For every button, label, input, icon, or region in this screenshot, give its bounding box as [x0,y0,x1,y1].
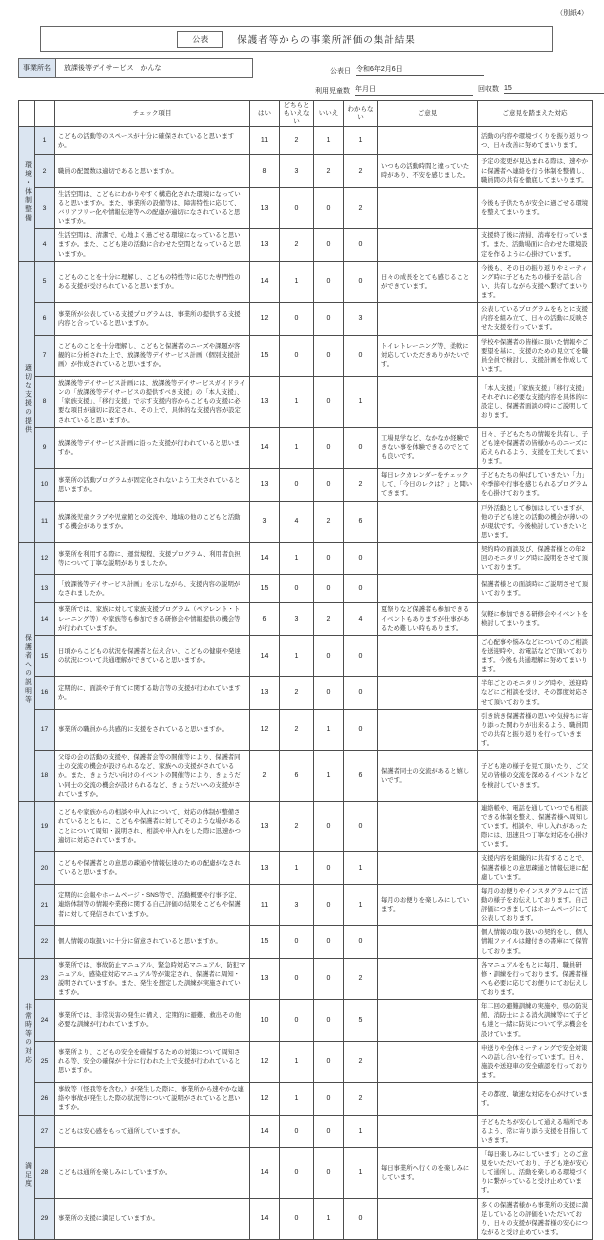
check-item: 「放課後等デイサービス計画」を示しながら、支援内容の説明がなされましたか。 [55,575,250,603]
comment-cell [378,635,478,677]
check-item: 定期的に会報やホームページ・SNS等で、活動概要や行事予定、連絡体制等の情報や業務に関する自己評価の結果をこどもや保護者に対して発信されていますか。 [55,884,250,926]
response-cell: 支援終了後に清掃、消毒を行っています。また、活動場面に合わせた環境設定を作るように心掛けています。 [478,229,593,261]
table-row [19,543,593,575]
count-no: 0 [314,377,344,428]
check-item: 生活空間は、こどもにわかりやすく構造化された環境になっていると思いますか。また、事業所の設備等は、障害特性に応じて、バリアフリー化や情報伝達等への配慮が適切になされていると思いますか。 [55,187,250,229]
row-number: 3 [35,187,55,229]
check-item: 事故等（怪我等を含む。）が発生した際に、事業所から速やかな連絡や事故が発生した際の状況等について説明がされていると思いますか。 [55,1083,250,1115]
responses-value: 15 [504,85,604,94]
comment-cell [378,187,478,229]
count-unknown: 2 [344,469,378,501]
count-yes: 13 [250,187,280,229]
count-neither: 2 [280,801,314,852]
count-neither: 3 [280,603,314,635]
count-yes: 12 [250,1041,280,1083]
count-yes: 14 [250,261,280,303]
comment-cell: 日々の成長をとても感じることができています。 [378,261,478,303]
count-unknown: 0 [344,427,378,469]
count-no: 0 [314,1000,344,1042]
table-row [19,1083,593,1115]
comment-cell [378,303,478,335]
count-no: 0 [314,335,344,377]
header-number-spacer [35,101,55,127]
count-unknown: 0 [344,335,378,377]
row-number: 20 [35,852,55,884]
count-neither: 3 [280,155,314,187]
users-label: 利用児童数 [315,88,350,95]
count-unknown: 1 [344,127,378,155]
response-cell: 個人情報の取り扱いの契約をし、個人情報ファイルは鍵付きの書庫にて保管しております。 [478,926,593,958]
category-cell [19,958,35,1115]
count-no: 0 [314,635,344,677]
comment-cell: トイレトレーニング等、柔軟に対応していただきありがたいです。 [378,335,478,377]
count-neither: 1 [280,635,314,677]
row-number: 5 [35,261,55,303]
count-no: 0 [314,958,344,1000]
count-neither: 1 [280,377,314,428]
row-number: 22 [35,926,55,958]
response-cell: 保護者様との面談時にご説明させて頂いております。 [478,575,593,603]
count-no: 1 [314,127,344,155]
count-neither: 1 [280,261,314,303]
response-cell: 年二回の避難訓練の実施や、県の防災館、消防士による消火訓練等にて子ども達と一緒に防災について学ぶ機会を設けています。 [478,1000,593,1042]
table-row [19,1000,593,1042]
comment-cell: 工場見学など、なかなか経験できない事を体験できるのでとても良いです。 [378,427,478,469]
count-neither: 1 [280,427,314,469]
count-no: 0 [314,1083,344,1115]
response-cell: 引き続き保護者様の思いや気持ちに寄り添った関わりが出来るよう、職員間での共有と振り返りを行っていきます。 [478,709,593,751]
comment-cell [378,127,478,155]
count-neither: 0 [280,926,314,958]
count-yes: 13 [250,469,280,501]
row-number: 25 [35,1041,55,1083]
comment-cell [378,1115,478,1147]
response-cell: 「本人支援」「家族支援」「移行支援」それぞれに必要な支援内容を具体的に設定し、保護者面談の時にご説明しております。 [478,377,593,428]
count-neither: 6 [280,751,314,802]
header-check-item: チェック項目 [55,101,250,127]
comment-cell [378,575,478,603]
count-yes: 10 [250,1000,280,1042]
comment-cell: 夏祭りなど保護者も参加できるイベントもありますが仕事があるため難しい時もあります。 [378,603,478,635]
count-yes: 12 [250,303,280,335]
count-yes: 14 [250,427,280,469]
category-cell [19,1115,35,1240]
count-yes: 13 [250,852,280,884]
row-number: 14 [35,603,55,635]
check-item: 放課後児童クラブや児童館との交流や、地域の他のこどもと活動する機会がありますか。 [55,501,250,543]
response-cell: ご心配事や悩みなどについてのご相談を送迎時や、お電話などで頂いております。今後も共通理解に努めてまいります。 [478,635,593,677]
table-row [19,303,593,335]
row-number: 17 [35,709,55,751]
count-unknown: 1 [344,1147,378,1198]
count-neither: 0 [280,575,314,603]
comment-cell: 毎日レクカレンダーをチェックして、「今日のレクは？」と聞いてきます。 [378,469,478,501]
table-row [19,261,593,303]
table-row [19,958,593,1000]
response-cell: 多くの保護者様から事業所の支援に満足しているとの評価をいただいており、日々の支援が保護者様の安心につながると受け止めています。 [478,1198,593,1240]
table-row [19,1198,593,1240]
comment-cell [378,709,478,751]
response-cell: 子どもたちが安心して通える場所であるよう、常に寄り添う支援を目指していきます。 [478,1115,593,1147]
table-row [19,427,593,469]
table-row [19,884,593,926]
check-item: 定期的に、面談や子育てに関する助言等の支援が行われていますか。 [55,677,250,709]
count-yes: 2 [250,751,280,802]
row-number: 19 [35,801,55,852]
count-unknown: 5 [344,1000,378,1042]
count-no: 0 [314,926,344,958]
count-yes: 14 [250,1147,280,1198]
check-item: こどもの活動等のスペースが十分に確保されていると思いますか。 [55,127,250,155]
category-label: 非常時等の対応 [23,1003,31,1065]
page-title: 保護者等からの事業所評価の集計結果 [237,35,416,46]
table-row [19,229,593,261]
count-neither: 0 [280,187,314,229]
count-no: 1 [314,709,344,751]
count-yes: 13 [250,958,280,1000]
check-item: 個人情報の取扱いに十分に留意されていると思いますか。 [55,926,250,958]
response-cell: 戸外活動として参加はしていますが、他の子ども達との活動の機会が薄いのが現状です。今後検討していきたいと思います。 [478,501,593,543]
count-unknown: 0 [344,709,378,751]
count-yes: 15 [250,926,280,958]
count-neither: 0 [280,1115,314,1147]
response-cell: 気軽に参加できる研修会やイベントを検討してまいります。 [478,603,593,635]
row-number: 12 [35,543,55,575]
count-no: 0 [314,543,344,575]
response-cell: 連絡帳や、電話を通していつでも相談できる体制を整え、保護者様へ周知しています。相談や、申し入れがあった際には、迅速且つ丁寧な対応を心掛けています。 [478,801,593,852]
table-row [19,377,593,428]
count-yes: 13 [250,677,280,709]
publish-date-value: 令和6年2月6日 [356,64,484,76]
response-cell: 日々、子どもたちの情報を共有し、子ども達や保護者の皆様からのニーズに応えられるよう、支援を工夫してまいります。 [478,427,593,469]
count-yes: 14 [250,1115,280,1147]
count-yes: 15 [250,335,280,377]
count-neither: 0 [280,1147,314,1198]
check-item: 事業所が公表している支援プログラムは、事業所の提供する支援内容と合っていると思いますか。 [55,303,250,335]
count-unknown: 2 [344,1083,378,1115]
row-number: 18 [35,751,55,802]
users-field [315,84,473,96]
count-neither: 3 [280,884,314,926]
table-row [19,926,593,958]
response-cell: 各マニュアルをもとに毎月、職員研修・訓練を行っております。保護者様へも必要に応じてお便りにてお伝えしております。 [478,958,593,1000]
check-item: こどもは通所を楽しみにしていますか。 [55,1147,250,1198]
count-no: 0 [314,801,344,852]
table-row [19,801,593,852]
table-row [19,852,593,884]
comment-cell [378,1000,478,1042]
count-neither: 0 [280,335,314,377]
count-yes: 11 [250,884,280,926]
row-number: 8 [35,377,55,428]
publish-date-label: 公表日 [330,68,351,75]
count-no: 2 [314,155,344,187]
category-label: 保護者への説明等 [23,634,31,705]
row-number: 23 [35,958,55,1000]
count-unknown: 0 [344,543,378,575]
table-row [19,127,593,155]
office-name-label: 事業所名 [18,58,56,78]
count-yes: 11 [250,127,280,155]
count-unknown: 6 [344,751,378,802]
row-number: 2 [35,155,55,187]
count-yes: 8 [250,155,280,187]
users-value: 年月日 [355,84,473,96]
check-item: 日頃からこどもの状況を保護者と伝え合い、こどもの健康や発達の状況について共通理解ができていると思いますか。 [55,635,250,677]
row-number: 16 [35,677,55,709]
count-unknown: 1 [344,884,378,926]
count-yes: 13 [250,801,280,852]
count-neither: 0 [280,1198,314,1240]
comment-cell: 保護者同士の交流があると嬉しいです。 [378,751,478,802]
header-category-spacer [19,101,35,127]
count-neither: 0 [280,469,314,501]
header-no: いいえ [314,101,344,127]
count-yes: 13 [250,229,280,261]
count-no: 1 [314,751,344,802]
count-no: 0 [314,677,344,709]
count-neither: 1 [280,852,314,884]
response-cell: 公表しているプログラムをもとに支援内容を組み立て、日々の活動に反映させた支援を行っています。 [478,303,593,335]
count-yes: 12 [250,709,280,751]
row-number: 26 [35,1083,55,1115]
responses-field [478,84,604,94]
check-item: 放課後等デイサービス計画に沿った支援が行われていると思いますか。 [55,427,250,469]
count-no: 0 [314,1147,344,1198]
count-yes: 14 [250,543,280,575]
count-no: 0 [314,575,344,603]
count-no: 0 [314,427,344,469]
comment-cell: いつもの活動時間と違っていた時があり、不安を感じました。 [378,155,478,187]
comment-cell: 毎月のお便りを楽しみにしています。 [378,884,478,926]
count-no: 2 [314,603,344,635]
check-item: こどもや保護者との意思の疎通や情報伝達のための配慮がなされていると思いますか。 [55,852,250,884]
count-unknown: 0 [344,575,378,603]
category-cell [19,261,35,542]
count-neither: 2 [280,709,314,751]
table-row [19,469,593,501]
count-no: 1 [314,1198,344,1240]
comment-cell [378,958,478,1000]
count-no: 0 [314,884,344,926]
count-no: 0 [314,1041,344,1083]
response-cell: 今後も子供たちが安全に過ごせる環境を整えてまいります。 [478,187,593,229]
count-unknown: 0 [344,926,378,958]
comment-cell [378,926,478,958]
check-item: こどもは安心感をもって通所していますか。 [55,1115,250,1147]
count-yes: 14 [250,635,280,677]
count-neither: 0 [280,1000,314,1042]
count-no: 0 [314,261,344,303]
response-cell: 活動の内容や環境づくりを振り返りつつ、日々改善に努めてまいります。 [478,127,593,155]
count-neither: 0 [280,303,314,335]
table-row [19,501,593,543]
corner-note: （別紙4） [556,10,588,17]
count-no: 0 [314,469,344,501]
category-label: 満足度 [23,1161,31,1188]
count-neither: 4 [280,501,314,543]
count-unknown: 1 [344,1115,378,1147]
count-no: 0 [314,303,344,335]
office-name-field [18,58,253,78]
count-unknown: 3 [344,303,378,335]
count-neither: 2 [280,127,314,155]
count-yes: 13 [250,377,280,428]
check-item: 職員の配置数は適切であると思いますか。 [55,155,250,187]
response-cell: 申送りや全体ミーティングで安全対策への話し合いを行っています。日々、施設や送迎車の安全確認を行っております。 [478,1041,593,1083]
check-item: 父母の会の活動の支援や、保護者会等の開催等により、保護者同士の交流の機会が設けられるなど、家族への支援がされているか。また、きょうだい向けのイベントの開催等により、きょうだい同士の交流の機会が設けられるなど、きょうだいへの支援がされていますか。 [55,751,250,802]
response-cell: 学校や保護者の皆様に頂いた情報やご要望を基に、支援のための見立てを職員全員で検討し、支援計画を作成しています。 [478,335,593,377]
check-item: 事業所の支援に満足していますか。 [55,1198,250,1240]
header-yes: はい [250,101,280,127]
category-cell [19,127,35,261]
count-unknown: 0 [344,801,378,852]
table-row [19,635,593,677]
comment-cell [378,229,478,261]
response-cell: 支援内容を組織的に共有することで、保護者様との意思疎通と情報伝達に配慮しています。 [478,852,593,884]
comment-cell [378,543,478,575]
comment-cell [378,501,478,543]
check-item: こどものことを十分に理解し、こどもの特性等に応じた専門性のある支援が受けられていると思いますか。 [55,261,250,303]
table-row [19,1147,593,1198]
publish-date-field [330,64,484,76]
count-unknown: 1 [344,377,378,428]
table-row [19,1115,593,1147]
table-header-row [19,101,593,127]
check-item: 事業所より、こどもの安全を確保するための対策について周知される等、安全の確保が十分に行われた上で支援が行われていると思いますか。 [55,1041,250,1083]
table-row [19,751,593,802]
category-cell [19,801,35,958]
check-item: 事業所では、事故防止マニュアル、緊急時対応マニュアル、防犯マニュアル、感染症対応マニュアル等が策定され、保護者に周知・説明されていますか。また、発生を想定した訓練が実施されていますか。 [55,958,250,1000]
count-yes: 12 [250,1083,280,1115]
count-no: 0 [314,852,344,884]
row-number: 13 [35,575,55,603]
header-response: ご意見を踏まえた対応 [478,101,593,127]
table-row [19,335,593,377]
row-number: 4 [35,229,55,261]
category-label: 環境・体制整備 [23,160,31,223]
row-number: 29 [35,1198,55,1240]
comment-cell [378,852,478,884]
row-number: 11 [35,501,55,543]
count-unknown: 0 [344,1198,378,1240]
response-cell: 「毎日楽しみにしています」とのご意見をいただいており、子ども達が安心して通所し、活動を楽しめる環境づくりに繋がっていると受け止めています。 [478,1147,593,1198]
response-cell: 毎月のお便りやインスタグラムにて活動の様子をお伝えしております。自己評価につきましてはホームページにて公表しております。 [478,884,593,926]
row-number: 28 [35,1147,55,1198]
response-cell: 半年ごとのモニタリング時や、送迎時などにご相談を受け、その都度対応させて頂いております。 [478,677,593,709]
check-item: 事業所では、家族に対して家族支援プログラム（ペアレント・トレーニング等）や家族等も参加できる研修会や情報提供の機会等が行われていますか。 [55,603,250,635]
count-unknown: 0 [344,261,378,303]
row-number: 27 [35,1115,55,1147]
count-unknown: 2 [344,1041,378,1083]
count-neither: 1 [280,1041,314,1083]
header-neither: どちらともいえない [280,101,314,127]
check-item: 事業所の職員から共感的に支援をされていると思いますか。 [55,709,250,751]
row-number: 24 [35,1000,55,1042]
row-number: 10 [35,469,55,501]
check-item: 事業所を利用する際に、運営規程、支援プログラム、利用者負担等について丁寧な説明がありましたか。 [55,543,250,575]
comment-cell [378,801,478,852]
comment-cell [378,677,478,709]
table-row [19,155,593,187]
count-unknown: 0 [344,229,378,261]
response-cell: 子どもたちの伸ばしていきたい「力」や季節や行事を感じられるプログラムを心掛けております。 [478,469,593,501]
count-unknown: 2 [344,187,378,229]
response-cell: その都度、敏速な対応を心がけています。 [478,1083,593,1115]
count-unknown: 2 [344,155,378,187]
count-unknown: 4 [344,603,378,635]
header-comment: ご意見 [378,101,478,127]
count-unknown: 0 [344,635,378,677]
comment-cell [378,377,478,428]
comment-cell [378,1083,478,1115]
category-cell [19,543,35,802]
response-cell: 子ども達の様子を見て頂いたり、ご父兄の皆様の交流を深めるイベントなどを検討していきます。 [478,751,593,802]
count-yes: 3 [250,501,280,543]
comment-cell [378,1198,478,1240]
count-unknown: 1 [344,852,378,884]
check-item: 事業所の活動プログラムが固定化されないよう工夫されていると思いますか。 [55,469,250,501]
title-box [40,26,553,52]
count-yes: 15 [250,575,280,603]
office-name-value: 放課後等デイサービス かんな [56,58,253,78]
count-neither: 0 [280,958,314,1000]
count-unknown: 0 [344,677,378,709]
row-number: 1 [35,127,55,155]
responses-label: 回収数 [478,86,499,93]
check-item: 事業所では、非常災害の発生に備え、定期的に避難、救出その他必要な訓練が行われていますか。 [55,1000,250,1042]
count-no: 2 [314,501,344,543]
publish-stamp: 公表 [177,31,223,48]
count-neither: 1 [280,543,314,575]
response-cell: 契約時の面談及び、保護者様との年2回のモニタリング時に説明をさせて頂いております。 [478,543,593,575]
count-neither: 2 [280,229,314,261]
table-row [19,603,593,635]
response-cell: 今後も、その日の振り返りやミーティング時に子どもたちの様子を話し合い、共有しながら支援へ繋げてまいります。 [478,261,593,303]
count-yes: 14 [250,1198,280,1240]
count-unknown: 6 [344,501,378,543]
table-row [19,575,593,603]
count-yes: 6 [250,603,280,635]
evaluation-table [18,100,593,1240]
comment-cell [378,1041,478,1083]
count-no: 0 [314,229,344,261]
check-item: こどもや家族からの相談や申入れについて、対応の体制が整備されているとともに、こどもや保護者に対してそのような場があることについて周知・説明され、相談や申入れをした際に迅速かつ適切に対応されていますか。 [55,801,250,852]
row-number: 15 [35,635,55,677]
count-neither: 2 [280,677,314,709]
count-no: 0 [314,1115,344,1147]
row-number: 9 [35,427,55,469]
header-unknown: わからない [344,101,378,127]
table-row [19,677,593,709]
table-row [19,1041,593,1083]
check-item: 生活空間は、清潔で、心地よく過ごせる環境になっていると思いますか。また、こども達の活動に合わせた空間となっていると思いますか。 [55,229,250,261]
check-item: 放課後等デイサービス計画には、放課後等デイサービスガイドラインの「放課後等デイサービスの提供すべき支援」の「本人支援」、「家族支援」、「移行支援」で示す支援内容からこどもの支援に必要な項目が適切に設定され、その上で、具体的な支援内容が設定されていると思いますか。 [55,377,250,428]
row-number: 6 [35,303,55,335]
row-number: 7 [35,335,55,377]
response-cell: 予定の変更が見込まれる際は、速やかに保護者へ連絡を行う体制を整備し、職員間の共有を徹底してまいります。 [478,155,593,187]
category-label: 適切な支援の提供 [23,364,31,435]
row-number: 21 [35,884,55,926]
table-row [19,709,593,751]
count-unknown: 2 [344,958,378,1000]
table-row [19,187,593,229]
count-neither: 1 [280,1083,314,1115]
count-no: 0 [314,187,344,229]
check-item: こどものことを十分理解し、こどもと保護者のニーズや課題が客観的に分析された上で、放課後等デイサービス計画（個別支援計画）が作成されていると思いますか。 [55,335,250,377]
comment-cell: 毎日事業所へ行くのを楽しみにしています。 [378,1147,478,1198]
